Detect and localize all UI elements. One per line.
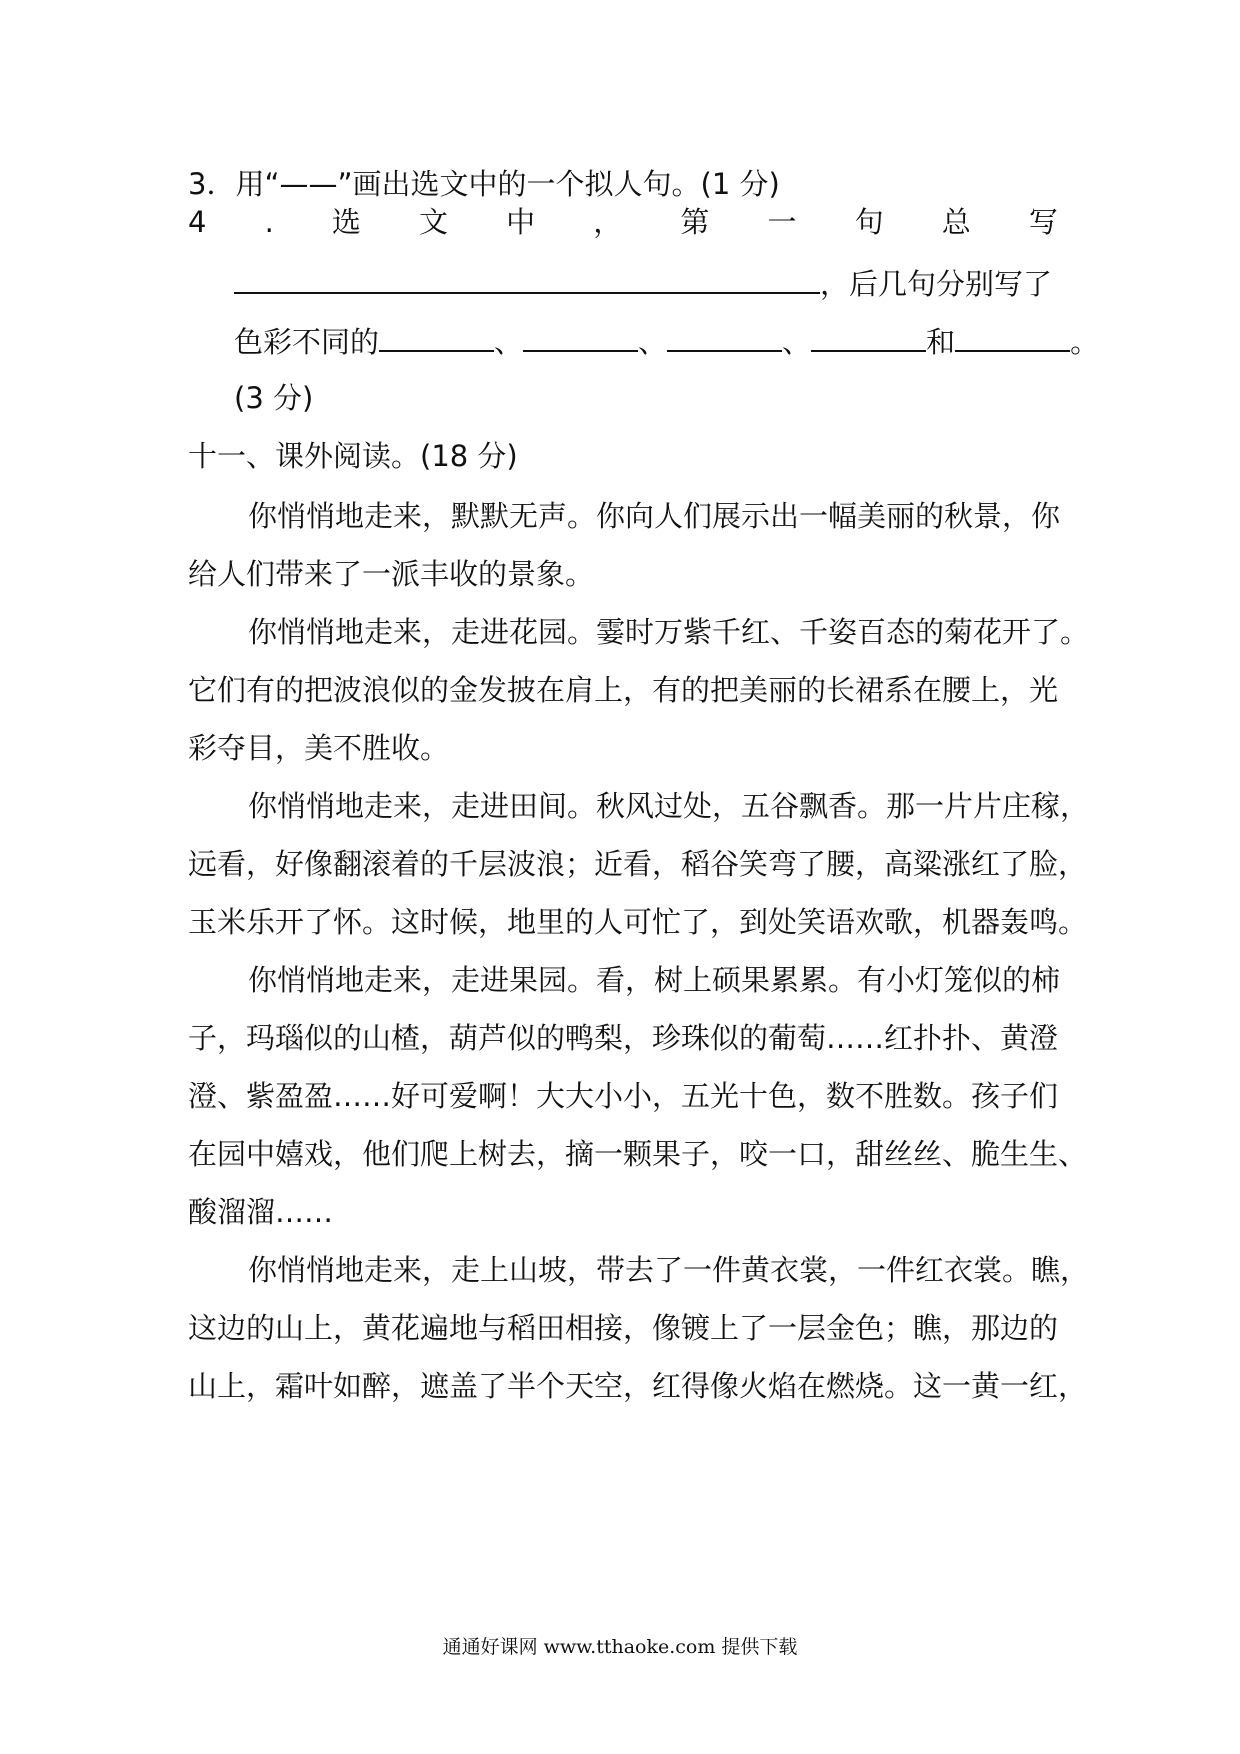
passage-line: 子，玛瑙似的山楂，葫芦似的鸭梨，珍珠似的葡萄……红扑扑、黄澄	[188, 1021, 1059, 1055]
page-footer: 通通好课网 www.tthaoke.com 提供下载	[442, 1636, 798, 1658]
answer-blank[interactable]	[955, 320, 1070, 352]
q4-char: 写	[1028, 205, 1058, 239]
passage-line: 给人们带来了一派丰收的景象。	[188, 557, 595, 591]
q4-char: 4	[188, 205, 207, 239]
answer-blank[interactable]	[811, 320, 926, 352]
q4-line2-text: ，后几句分别写了	[820, 267, 1053, 301]
q4-char: 一	[767, 205, 797, 239]
answer-blank[interactable]	[379, 320, 494, 352]
and-text: 和	[926, 325, 956, 359]
passage-line: 你悄悄地走来，走进花园。霎时万紫千红、千姿百态的菊花开了。	[248, 615, 1090, 649]
period: 。	[1070, 325, 1100, 359]
question-4-line-1	[188, 202, 1058, 242]
section-11-heading: 十一、课外阅读。(18 分)	[188, 439, 518, 473]
answer-blank[interactable]	[523, 320, 638, 352]
q4-char: 总	[941, 205, 971, 239]
passage-line: 你悄悄地走来，走进田间。秋风过处，五谷飘香。那一片片庄稼，	[248, 789, 1090, 823]
q4-char: 句	[854, 205, 884, 239]
q4-char: 中	[506, 205, 536, 239]
passage-line: 你悄悄地走来，走进果园。看，树上硕果累累。有小灯笼似的柿	[248, 963, 1061, 997]
passage-line: 你悄悄地走来，走上山坡，带去了一件黄衣裳，一件红衣裳。瞧，	[248, 1253, 1090, 1287]
separator: 、	[494, 325, 524, 359]
answer-blank[interactable]	[667, 320, 782, 352]
q4-char: 文	[419, 205, 449, 239]
q4-line3-prefix: 色彩不同的	[234, 325, 380, 359]
question-4-line-3	[234, 320, 1100, 362]
passage-line: 远看，好像翻滚着的千层波浪；近看，稻谷笑弯了腰，高粱涨红了脸，	[188, 847, 1088, 881]
answer-blank[interactable]	[234, 262, 820, 294]
passage-line: 在园中嬉戏，他们爬上树去，摘一颗果子，咬一口，甜丝丝、脆生生、	[188, 1137, 1088, 1171]
question-3: 3．用“——”画出选文中的一个拟人句。(1 分)	[188, 167, 780, 201]
passage-line: 澄、紫盈盈……好可爱啊！大大小小，五光十色，数不胜数。孩子们	[188, 1079, 1059, 1113]
passage-line: 山上，霜叶如醉，遮盖了半个天空，红得像火焰在燃烧。这一黄一红，	[188, 1369, 1088, 1403]
q4-char: 选	[331, 205, 361, 239]
separator: 、	[638, 325, 668, 359]
q4-char: .	[264, 205, 274, 239]
separator: 、	[782, 325, 812, 359]
question-4-line-2	[234, 262, 1058, 304]
passage-line: 酸溜溜……	[188, 1195, 334, 1229]
q4-char: ，	[593, 205, 623, 239]
passage-line: 它们有的把波浪似的金发披在肩上，有的把美丽的长裙系在腰上，光	[188, 673, 1059, 707]
passage-line: 这边的山上，黄花遍地与稻田相接，像镀上了一层金色；瞧，那边的	[188, 1311, 1059, 1345]
passage-line: 你悄悄地走来，默默无声。你向人们展示出一幅美丽的秋景，你	[248, 499, 1061, 533]
question-4-score: (3 分)	[234, 381, 314, 415]
passage-line: 玉米乐开了怀。这时候，地里的人可忙了，到处笑语欢歌，机器轰鸣。	[188, 905, 1088, 939]
passage-line: 彩夺目，美不胜收。	[188, 731, 450, 765]
q4-char: 第	[680, 205, 710, 239]
